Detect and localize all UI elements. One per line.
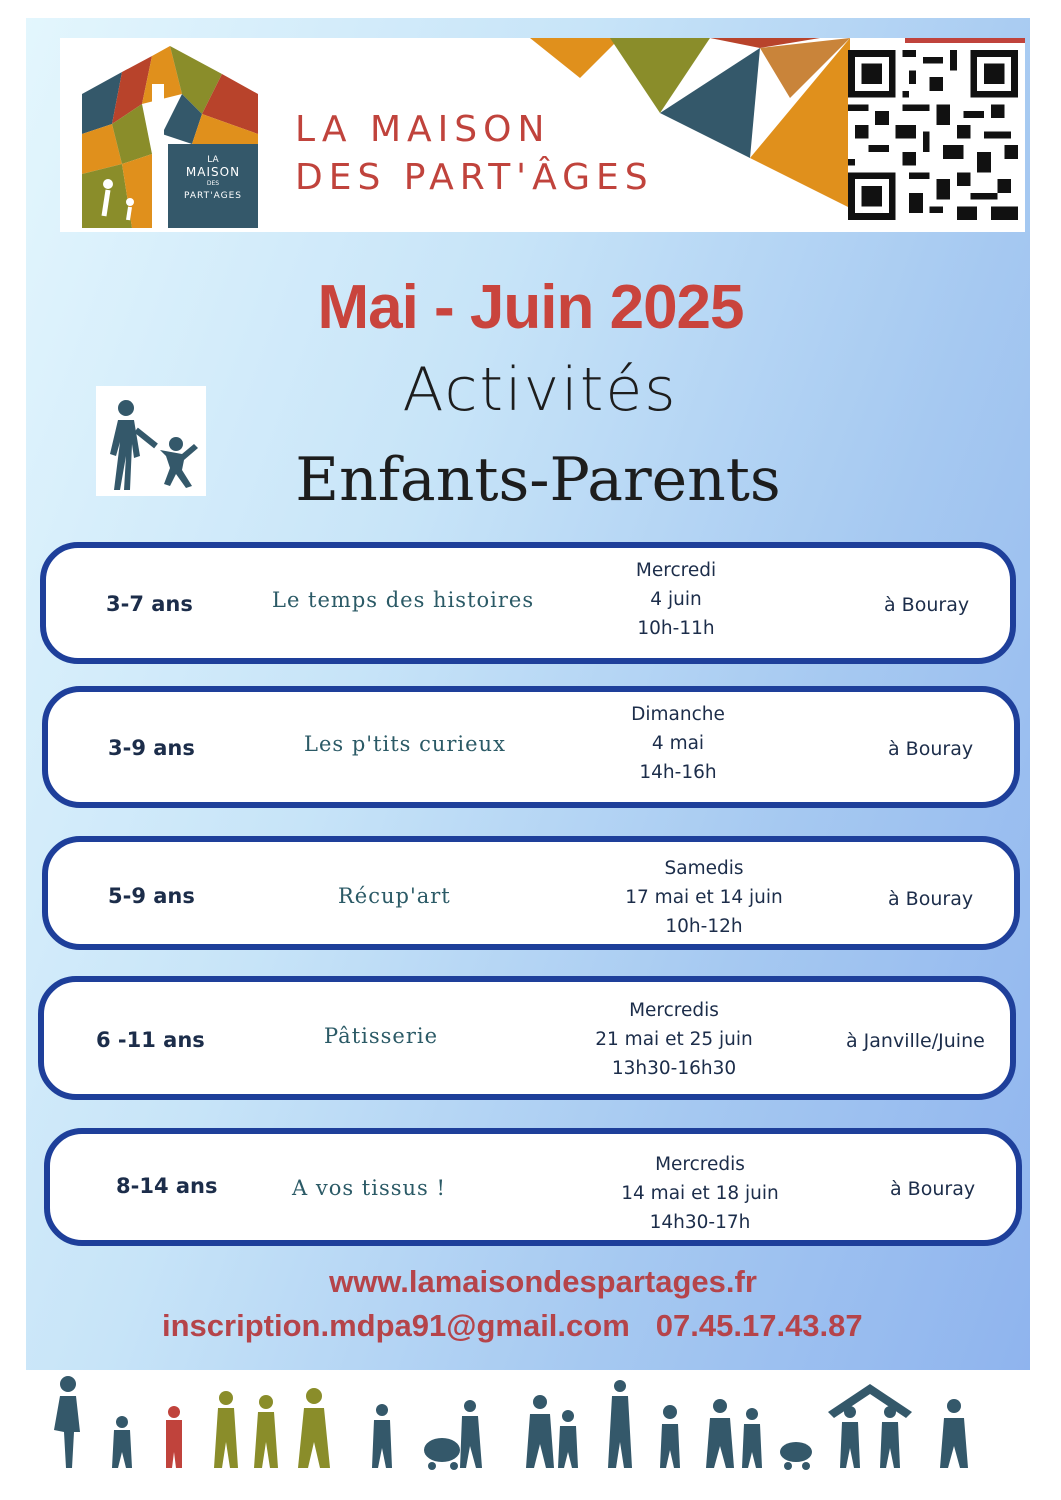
activity-day: Mercredi: [635, 560, 717, 581]
activity-day: Mercredis: [655, 1154, 745, 1175]
logo-caption-partages: PART'AGES: [184, 191, 242, 201]
activity-day: Samedis: [664, 858, 744, 879]
activity-schedule: [574, 854, 834, 941]
activity-age: 3-9 ans: [108, 736, 195, 760]
activity-dates: 14 mai et 18 juin: [621, 1183, 779, 1204]
logo-caption-la: LA: [207, 155, 219, 165]
heading-activites: Activités: [402, 355, 678, 425]
activity-hours: 14h-16h: [639, 762, 717, 783]
activity-place: à Bouray: [890, 1178, 976, 1200]
header-banner: [60, 38, 1025, 232]
brand-name: [295, 106, 654, 202]
activity-place: à Janville/Juine: [846, 1030, 985, 1052]
activity-hours: 13h30-16h30: [611, 1058, 737, 1079]
phone-number[interactable]: 07.45.17.43.87: [655, 1308, 863, 1343]
activity-row-3: [42, 836, 1020, 950]
activity-day: Mercredis: [629, 1000, 719, 1021]
activity-title: Pâtisserie: [324, 1024, 439, 1048]
activity-place: à Bouray: [884, 594, 970, 616]
activity-row-2: [42, 686, 1020, 808]
activity-schedule: [546, 556, 806, 643]
people-silhouettes-illustration: [40, 1372, 1000, 1472]
activity-row-5: [44, 1128, 1022, 1246]
qr-code-icon[interactable]: [848, 50, 1018, 220]
email-link[interactable]: inscription.mdpa91@gmail.com: [162, 1308, 630, 1343]
logo-caption-des: DES: [206, 180, 220, 187]
activity-dates: 21 mai et 25 juin: [595, 1029, 753, 1050]
activity-title: A vos tissus !: [292, 1176, 446, 1200]
period-title: Mai - Juin 2025: [317, 273, 744, 342]
family-silhouette-group: [54, 1376, 132, 1468]
activity-row-4: [38, 976, 1016, 1100]
activity-age: 8-14 ans: [116, 1174, 218, 1198]
activity-age: 5-9 ans: [108, 884, 195, 908]
activity-title: Récup'art: [338, 884, 451, 908]
activity-age: 3-7 ans: [106, 592, 193, 616]
logo-caption-maison: MAISON: [185, 165, 241, 179]
header-accent-line: [905, 38, 1025, 43]
activity-day: Dimanche: [631, 704, 725, 725]
activity-hours: 10h-11h: [637, 618, 715, 639]
logo-caption: [170, 154, 256, 202]
brand-line-1: LA MAISON: [295, 109, 551, 150]
activity-place: à Bouray: [888, 888, 974, 910]
heading-enfants-parents: Enfants-Parents: [295, 445, 781, 515]
activity-schedule: [570, 1150, 830, 1237]
parent-child-icon-box: [96, 386, 206, 496]
parent-child-icon: [96, 386, 206, 496]
activity-dates: 17 mai et 14 juin: [625, 887, 783, 908]
activity-title: Les p'tits curieux: [304, 732, 506, 756]
activity-place: à Bouray: [888, 738, 974, 760]
activity-dates: 4 juin: [650, 589, 702, 610]
activity-title: Le temps des histoires: [272, 588, 535, 612]
activity-row-1: [40, 542, 1016, 664]
activity-hours: 10h-12h: [665, 916, 743, 937]
brand-line-2: DES PART'ÂGES: [295, 157, 654, 198]
website-link[interactable]: www.lamaisondespartages.fr: [329, 1264, 757, 1299]
activity-age: 6 -11 ans: [96, 1028, 205, 1052]
activity-schedule: [548, 700, 808, 787]
activity-hours: 14h30-17h: [649, 1212, 751, 1233]
activity-schedule: [544, 996, 804, 1083]
contact-line: [162, 1308, 863, 1344]
activity-dates: 4 mai: [651, 733, 705, 754]
